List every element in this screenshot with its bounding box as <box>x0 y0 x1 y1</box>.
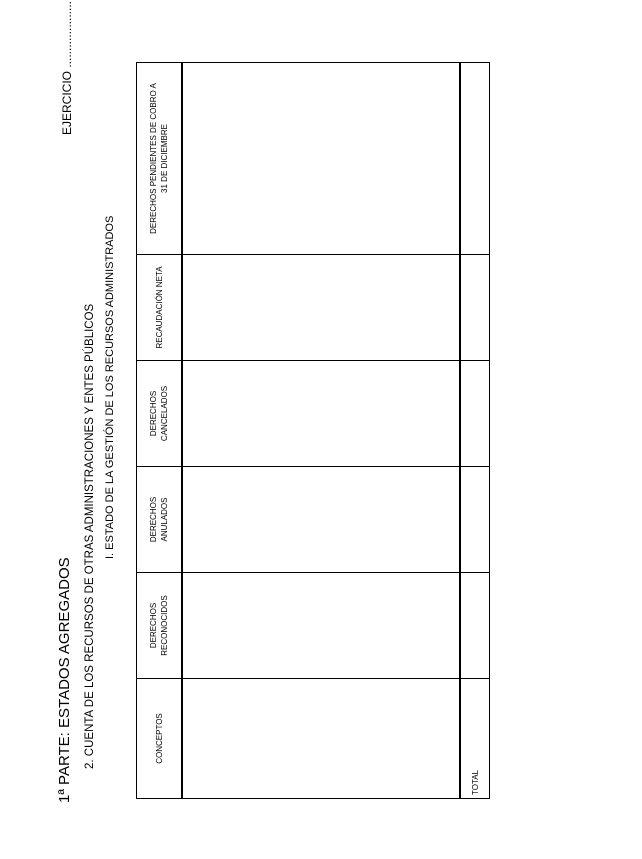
col-recaudacion-neta <box>137 255 183 361</box>
col-derechos-pendientes <box>137 63 183 255</box>
total-row <box>460 63 490 799</box>
total-derechos-pendientes[interactable] <box>460 63 490 255</box>
col-label-line2: RECONOCIDOS <box>160 595 169 656</box>
part-title: 1ª PARTE: ESTADOS AGREGADOS <box>56 557 73 803</box>
col-label-line1: DERECHOS PENDIENTES DE COBRO A <box>149 83 158 234</box>
col-label-line1: DERECHOS <box>149 602 158 649</box>
col-conceptos <box>137 679 183 799</box>
cell-derechos-reconocidos[interactable] <box>182 573 460 679</box>
ejercicio-label: EJERCICIO .................... <box>60 0 74 135</box>
table-header-row <box>137 63 183 799</box>
col-label-line1: CONCEPTOS <box>154 713 164 764</box>
total-derechos-anulados[interactable] <box>460 467 490 573</box>
total-recaudacion-neta[interactable] <box>460 255 490 361</box>
cell-conceptos[interactable] <box>182 679 460 799</box>
col-label-line1: DERECHOS <box>149 390 158 437</box>
cell-recaudacion-neta[interactable] <box>182 255 460 361</box>
cell-derechos-pendientes[interactable] <box>182 63 460 255</box>
statement-title: I. ESTADO DE LA GESTIÓN DE LOS RECURSOS ADMINISTRADOS <box>104 215 116 559</box>
section-subtitle: 2. CUENTA DE LOS RECURSOS DE OTRAS ADMINISTRACIONES Y ENTES PÚBLICOS <box>84 303 96 769</box>
resources-table <box>136 62 490 799</box>
col-label-line2: 31 DE DICIEMBRE <box>160 124 169 193</box>
col-derechos-reconocidos <box>137 573 183 679</box>
total-derechos-reconocidos[interactable] <box>460 573 490 679</box>
cell-derechos-cancelados[interactable] <box>182 361 460 467</box>
col-label-line1: DERECHOS <box>149 496 158 543</box>
col-label-line2: ANULADOS <box>160 497 169 542</box>
total-derechos-cancelados[interactable] <box>460 361 490 467</box>
col-label-line1: RECAUDACIÓN NETA <box>154 266 164 349</box>
col-label-line2: CANCELADOS <box>160 385 169 442</box>
col-derechos-cancelados <box>137 361 183 467</box>
table-body-row <box>182 63 460 799</box>
cell-derechos-anulados[interactable] <box>182 467 460 573</box>
col-derechos-anulados <box>137 467 183 573</box>
total-label: TOTAL <box>460 679 490 799</box>
